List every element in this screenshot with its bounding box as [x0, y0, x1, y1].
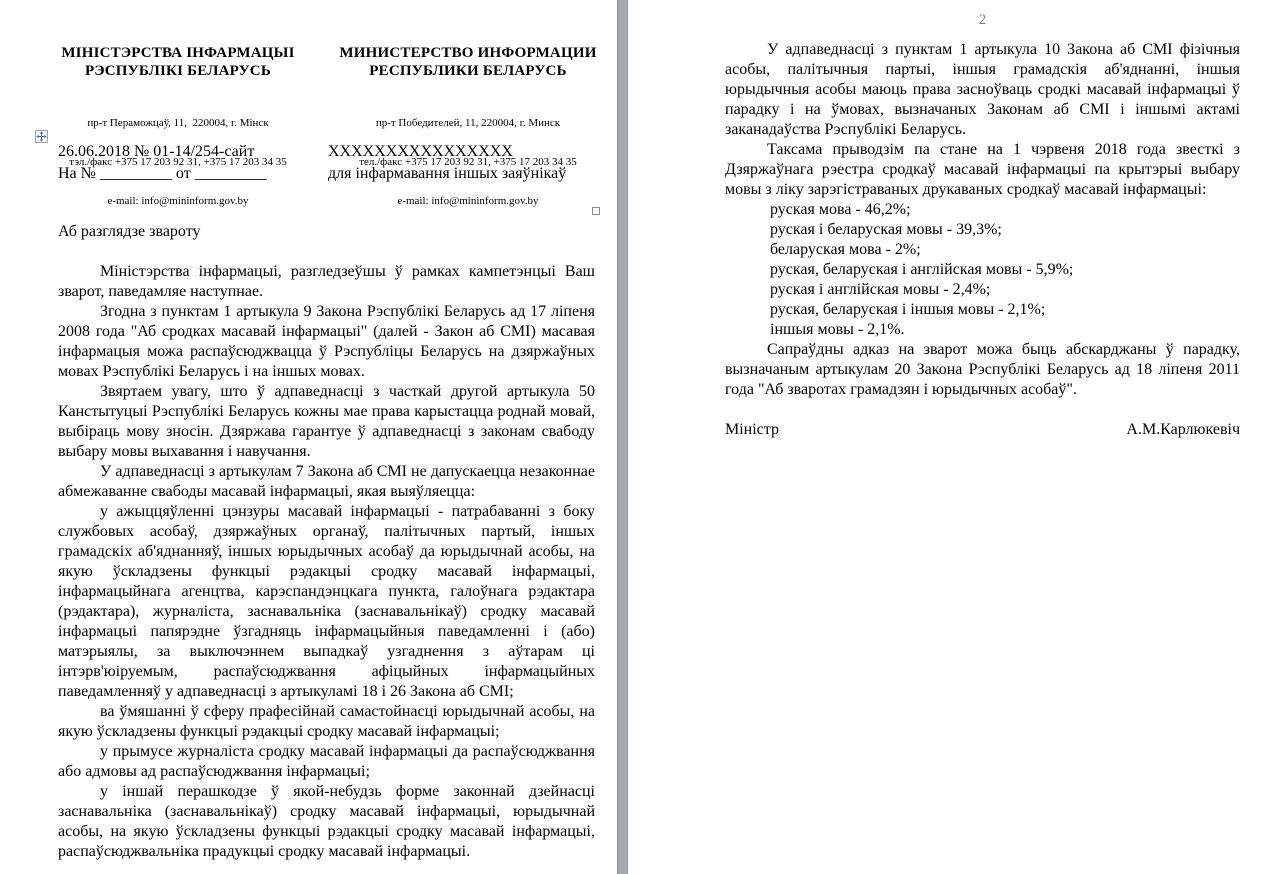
ministry-title-ru-line1: МИНИСТЕРСТВО ИНФОРМАЦИИ	[339, 45, 597, 61]
body-paragraph: Міністэрства інфармацыі, разгледзеўшы ў рамках кампетэнцыі Ваш зварот, паведамляе наступнае.	[58, 263, 595, 300]
body-paragraph: Звяртаем увагу, што ў адпаведнасці з часткай другой артыкула 50 Канстытуцыі Рэспублікі Беларусь кожны мае права карыстацца роднай мовай, выбіраць мову зносін. Дзяржава гарантуе ў адпаведнасці з законам свабоду выбару мовы выхавання і навучання.	[58, 383, 595, 460]
signature-block	[725, 420, 1240, 440]
table-move-handle-icon[interactable]	[35, 130, 48, 143]
address-line: тел./факс +375 17 203 92 31, +375 17 203 34 35	[359, 156, 577, 168]
body-paragraph: у ажыццяўленні цэнзуры масавай інфармацыі - патрабаванні з боку службовых асобаў, дзяржаўных органаў, палітычных партый, іншых грамадскіх аб'яднанняў, іншых юрыдычных асобаў да юрыдычнай асобы, на якую ўскладзены функцыі рэдакцыі сродку масавай інфармацыі, інфармацыйнага агенцтва, карэспандэнцкага пункта, галоўнага рэдактара (рэдактара), журналіста, заснавальніка (заснавальнікаў) сродку масавай інфармацыі папярэдне ўзгадняць інфармацыйныя паведамленні і (або) матэрыялы, за выключэннем выпадкаў узгаднення з аўтарам ці інтэрв'юіруемым, распаўсюджвання афіцыйных інфармацыйных паведамленняў у адпаведнасці з артыкуламі 18 і 26 Закона аб СМІ;	[58, 503, 595, 700]
language-stat-line: руская, беларуская і англійская мовы - 5,9%;	[770, 261, 1074, 278]
language-stat-line: беларуская мова - 2%;	[770, 241, 921, 258]
address-line: e-mail: info@mininform.gov.by	[397, 195, 539, 207]
language-stat-line: руская і беларуская мовы - 39,3%;	[770, 221, 1002, 238]
ministry-title-ru-line2: РЕСПУБЛИКИ БЕЛАРУСЬ	[369, 63, 567, 79]
body-paragraph: у прымусе журналіста сродку масавай інфармацыі да распаўсюджвання або адмовы ад распаўсюджвання інфармацыі;	[58, 743, 595, 780]
ministry-title-by	[30, 44, 326, 80]
letterhead-right-column	[326, 44, 610, 234]
addressee-block	[328, 141, 606, 185]
reference-block	[58, 141, 606, 185]
page-gutter-divider	[617, 0, 628, 874]
address-line: тэл./факс +375 17 203 92 31, +375 17 203 34 35	[69, 156, 287, 168]
address-line: e-mail: info@mininform.gov.by	[107, 195, 249, 207]
ministry-title-by-line2: РЭСПУБЛІКІ БЕЛАРУСЬ	[85, 63, 271, 79]
ministry-title-by-line1: МІНІСТЭРСТВА ІНФАРМАЦЫІ	[61, 45, 295, 61]
page-number: 2	[978, 12, 987, 28]
language-stat-line: руская мова - 46,2%;	[770, 201, 911, 218]
signature-title: Міністр	[725, 421, 779, 438]
object-anchor-icon	[592, 207, 600, 215]
outgoing-reference	[58, 141, 328, 185]
page-2	[628, 0, 1280, 874]
body-paragraph: Таксама прыводзім па стане на 1 чэрвеня 2018 года звесткі з Дзяржаўнага рэестра сродкаў масавай інфармацыі па крытэрыі выбару мовы з ліку зарэгістраваных друкаваных сродкаў масавай інфармацыі:	[725, 141, 1240, 198]
page-1	[0, 0, 617, 874]
language-stat-line: руская і англійская мовы - 2,4%;	[770, 281, 991, 298]
letterhead	[30, 44, 610, 234]
body-paragraph: У адпаведнасці з пунктам 1 артыкула 10 Закона аб СМІ фізічныя асобы, палітычныя партыі, іншыя грамадскія аб'яднанні, іншыя юрыдычныя асобы маюць права засноўваць сродкі масавай інфармацыі ў парадку і на ўмовах, вызначаных Законам аб СМІ і іншымі актамі заканадаўства Рэспублікі Беларусь.	[725, 41, 1240, 138]
letterhead-left-column	[30, 44, 326, 234]
language-stat-line: руская, беларуская і іншыя мовы - 2,1%;	[770, 301, 1046, 318]
addressee-masked: ХХХХХХХХХХХХХХХХ	[328, 143, 513, 160]
body-paragraph: Згодна з пунктам 1 артыкула 9 Закона Рэспублікі Беларусь ад 17 ліпеня 2008 года "Аб сродках масавай інфармацыі" (далей - Закон аб СМІ) масавая інфармацыя можа распаўсюджвацца ў Рэспубліцы Беларусь на дзяржаўных мовах Рэспублікі Беларусь і на іншых мовах.	[58, 303, 595, 380]
language-stat-line: іншыя мовы - 2,1%.	[770, 321, 905, 338]
body-paragraph: ва ўмяшанні ў сферу прафесійнай самастойнасці юрыдычнай асобы, на якую ўскладзены функцыі рэдакцыі сродку масавай інфармацыі;	[58, 703, 595, 740]
addressee-note: для інфармавання іншых заяўнікаў	[328, 165, 567, 182]
subject-line: Аб разглядзе звароту	[58, 223, 201, 240]
ministry-title-ru	[326, 44, 610, 80]
incoming-reference-blank: На № _________ от _________	[58, 165, 267, 182]
address-line: пр-т Победителей, 11, 220004, г. Минск	[375, 117, 561, 129]
signature-name: А.М.Карлюкевіч	[1126, 421, 1240, 438]
body-paragraph: у іншай перашкодзе ў якой-небудзь форме законнай дзейнасці заснавальніка (заснавальнікаў) сродку масавай інфармацыі, юрыдычнай асобы, на якую ўскладзены функцыі рэдакцыі сродку масавай інфармацыі, распаўсюджвальніка прадукцыі сродку масавай інфармацыі.	[58, 783, 595, 860]
outgoing-date-number: 26.06.2018 № 01-14/254-сайт	[58, 143, 255, 160]
body-paragraph: Сапраўдны адказ на зварот можа быць абскарджаны ў парадку, вызначаным артыкулам 20 Закона Рэспублікі Беларусь ад 18 ліпеня 2011 года "Аб зваротах грамадзян і юрыдычных асобаў".	[725, 341, 1240, 398]
page-1-body	[58, 262, 595, 862]
page-2-body	[725, 40, 1240, 440]
address-line: пр-т Пераможцаў, 11, 220004, г. Мінск	[87, 117, 269, 129]
body-paragraph: У адпаведнасці з артыкулам 7 Закона аб СМІ не дапускаецца незаконнае абмежаванне свабоды масавай інфармацыі, якая выяўляецца:	[58, 463, 595, 500]
